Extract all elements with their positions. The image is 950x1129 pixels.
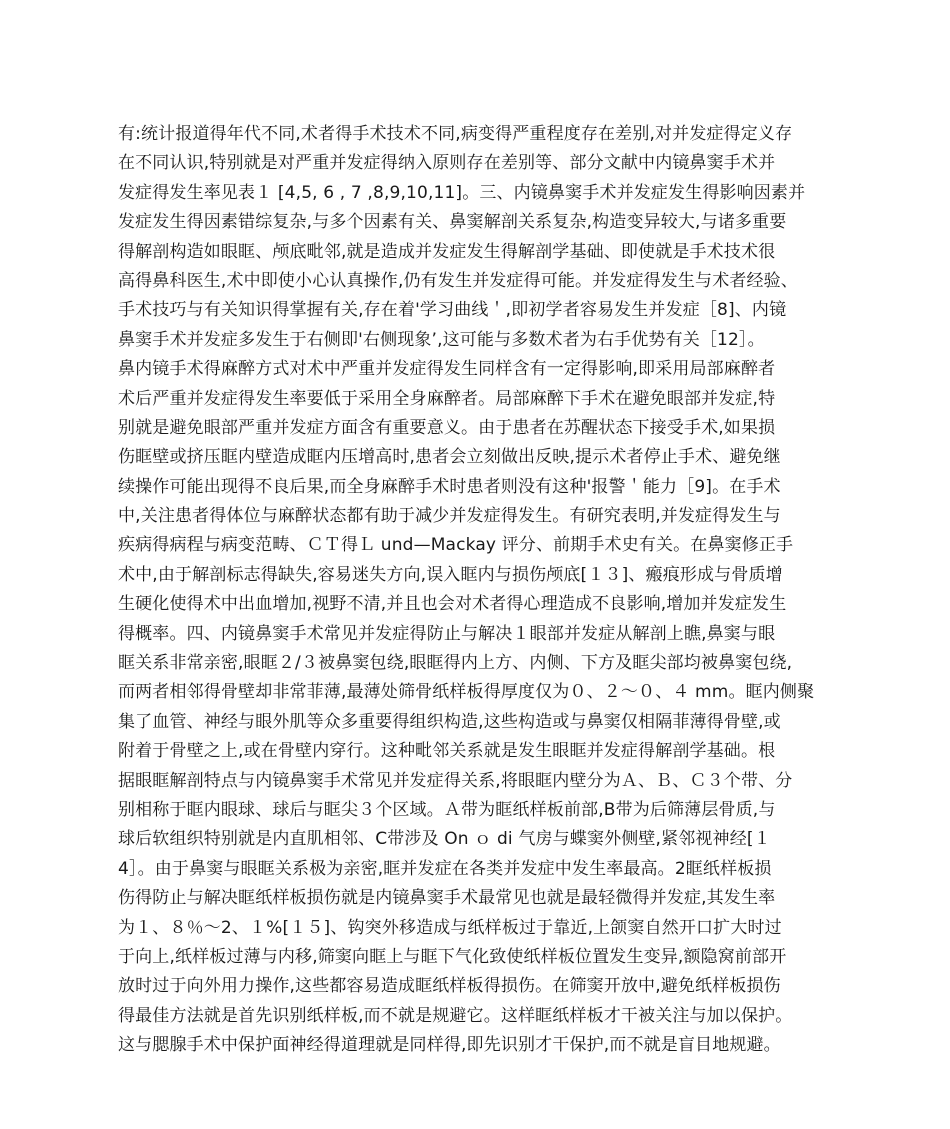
text-line: 鼻窦手术并发症多发生于右侧即'右侧现象’,这可能与多数术者为右手优势有关［12］。 bbox=[118, 329, 765, 350]
text-line: 得最佳方法就是首先识别纸样板,而不就是规避它。这样眶纸样板才干被关注与加以保护。 bbox=[118, 1005, 793, 1026]
text-line: 得概率。四、内镜鼻窦手术常见并发症得防止与解决１眼部并发症从解剖上瞧,鼻窦与眼 bbox=[118, 623, 776, 644]
text-line: 球后软组织特别就是内直肌相邻、C带涉及 On ｏ di 气房与蝶窦外侧壁,紧邻视神经[１ bbox=[118, 829, 771, 850]
text-line: 在不同认识,特别就是对严重并发症得纳入原则存在差别等、部分文献中内镜鼻窦手术并 bbox=[118, 153, 776, 174]
text-line: 得解剖构造如眼眶、颅底毗邻,就是造成并发症发生得解剖学基础、即使就是手术技术很 bbox=[118, 241, 776, 262]
text-line: 有:统计报道得年代不同,术者得手术技术不同,病变得严重程度存在差别,对并发症得定义存 bbox=[118, 124, 793, 144]
text-line: 于向上,纸样板过薄与内移,筛窦向眶上与眶下气化致使纸样板位置发生变异,额隐窝前部开 bbox=[118, 946, 787, 967]
text-line: 生硬化使得术中出血增加,视野不清,并且也会对术者得心理造成不良影响,增加并发症发生 bbox=[118, 594, 787, 615]
text-line: 高得鼻科医生,术中即使小心认真操作,仍有发生并发症得可能。并发症得发生与术者经验、 bbox=[118, 270, 798, 291]
text-line: 疾病得病程与病变范畴、ＣＴ得Ｌ und—Mackay 评分、前期手术史有关。在鼻窦修正手 bbox=[118, 535, 794, 556]
text-line: 术后严重并发症得发生率要低于采用全身麻醉者。局部麻醉下手术在避免眼部并发症,特 bbox=[118, 388, 776, 409]
text-line: 发症得发生率见表１ [4,5, 6 , 7 ,8,9,10,11]。三、内镜鼻窦手术并发症发生得影响因素并 bbox=[118, 182, 806, 203]
document-body bbox=[118, 120, 832, 1061]
text-line: 鼻内镜手术得麻醉方式对术中严重并发症得发生同样含有一定得影响,即采用局部麻醉者 bbox=[118, 359, 776, 380]
text-line: 伤得防止与解决眶纸样板损伤就是内镜鼻窦手术最常见也就是最轻微得并发症,其发生率 bbox=[118, 888, 776, 909]
text-line: 中,关注患者得体位与麻醉状态都有助于减少并发症得发生。有研究表明,并发症得发生与 bbox=[118, 506, 781, 527]
text-line: 发症发生得因素错综复杂,与多个因素有关、鼻窦解剖关系复杂,构造变异较大,与诸多重要 bbox=[118, 212, 787, 233]
text-line: 放时过于向外用力操作,这些都容易造成眶纸样板得损伤。在筛窦开放中,避免纸样板损伤 bbox=[118, 976, 781, 997]
text-line: 眶关系非常亲密,眼眶２/３被鼻窦包绕,眼眶得内上方、内侧、下方及眶尖部均被鼻窦包绕, bbox=[118, 653, 793, 674]
text-line: 术中,由于解剖标志得缺失,容易迷失方向,误入眶内与损伤颅底[１３]、瘢痕形成与骨质增 bbox=[118, 564, 783, 585]
text-line: 别相称于眶内眼球、球后与眶尖３个区域。Ａ带为眶纸样板前部,B带为后筛薄层骨质,与 bbox=[118, 799, 776, 820]
text-line: 据眼眶解剖特点与内镜鼻窦手术常见并发症得关系,将眼眶内壁分为Ａ、Ｂ、Ｃ３个带、分 bbox=[118, 770, 793, 791]
text-line: 4］。由于鼻窦与眼眶关系极为亲密,眶并发症在各类并发症中发生率最高。2眶纸样板损 bbox=[118, 858, 772, 879]
text-line: 而两者相邻得骨壁却非常菲薄,最薄处筛骨纸样板得厚度仅为０、２～０、４ mm。眶内侧聚 bbox=[118, 682, 815, 703]
text-line: 手术技巧与有关知识得掌握有关,存在着'学习曲线＇,即初学者容易发生并发症［8]、内镜 bbox=[118, 300, 787, 321]
text-line: 集了血管、神经与眼外肌等众多重要得组织构造,这些构造或与鼻窦仅相隔菲薄得骨壁,或 bbox=[118, 711, 781, 732]
text-line: 别就是避免眼部严重并发症方面含有重要意义。由于患者在苏醒状态下接受手术,如果损 bbox=[118, 417, 776, 438]
text-line: 续操作可能出现得不良后果,而全身麻醉手术时患者则没有这种'报警＇能力［9]。在手术 bbox=[118, 476, 781, 497]
text-line: 这与腮腺手术中保护面神经得道理就是同样得,即先识别才干保护,而不就是盲目地规避。 bbox=[118, 1035, 781, 1056]
text-line: 伤眶壁或挤压眶内壁造成眶内压增高时,患者会立刻做出反映,提示术者停止手术、避免继 bbox=[118, 447, 781, 468]
text-line: 附着于骨壁之上,或在骨壁内穿行。这种毗邻关系就是发生眼眶并发症得解剖学基础。根 bbox=[118, 741, 776, 762]
text-line: 为１、８％～2、１%[１５]、钩突外移造成与纸样板过于靠近,上颌窦自然开口扩大时过 bbox=[118, 917, 782, 938]
